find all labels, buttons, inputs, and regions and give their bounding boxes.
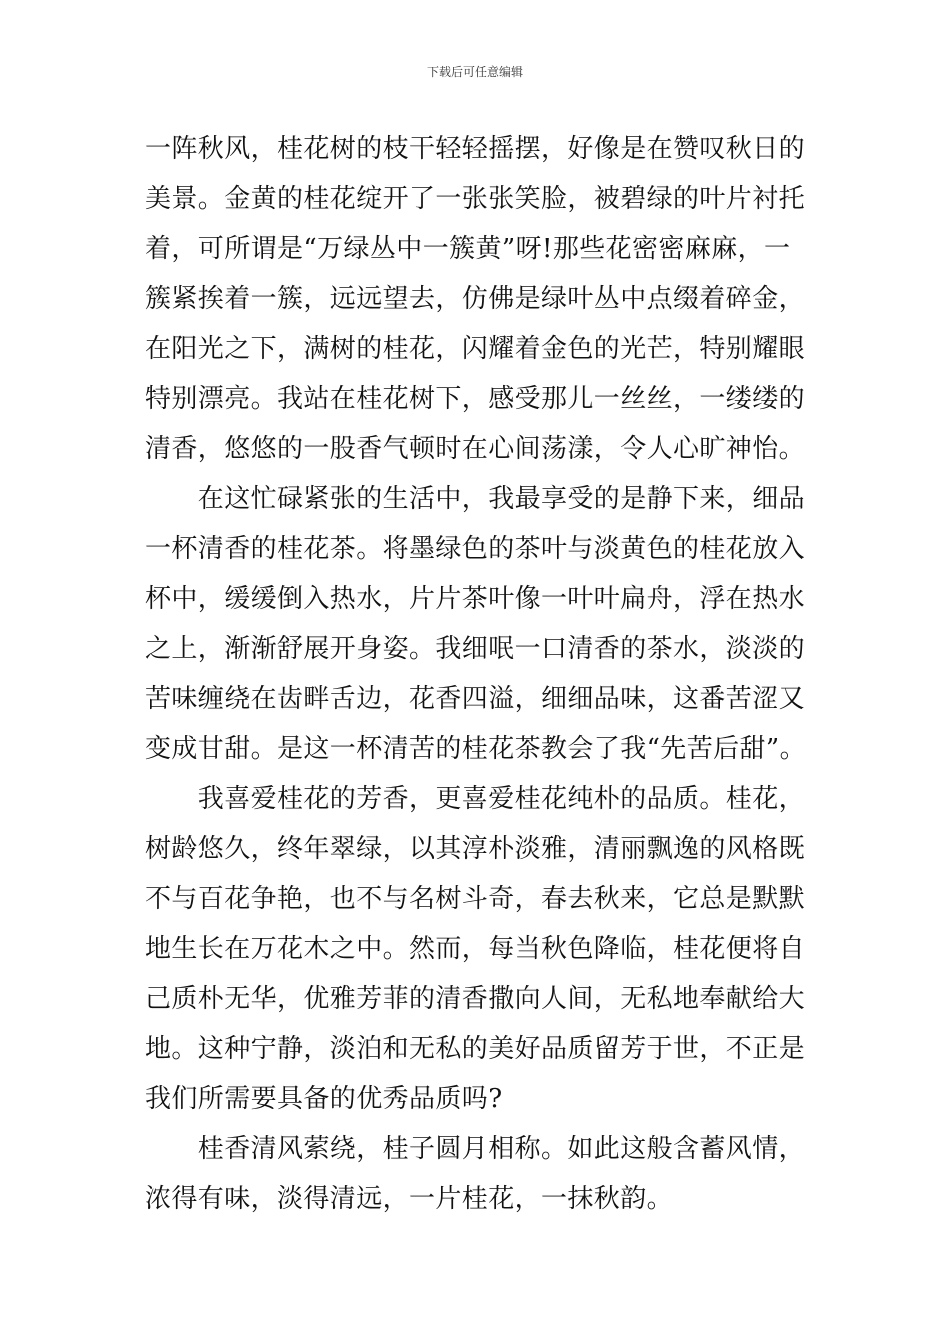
text-line: 己质朴无华，优雅芳菲的清香撒向人间，无私地奉献给大: [145, 984, 806, 1014]
text-line: 桂香清风萦绕，桂子圆月相称。如此这般含蓄风情，: [145, 1134, 806, 1164]
text-line: 不与百花争艳，也不与名树斗奇，春去秋来，它总是默默: [145, 884, 806, 914]
text-line: 清香，悠悠的一股香气顿时在心间荡漾，令人心旷神怡。: [145, 434, 806, 464]
text-line: 特别漂亮。我站在桂花树下，感受那儿一丝丝，一缕缕的: [145, 384, 806, 414]
paragraph-4: [145, 1124, 805, 1224]
text-line: 杯中，缓缓倒入热水，片片茶叶像一叶叶扁舟，浮在热水: [145, 584, 806, 614]
text-line: 我们所需要具备的优秀品质吗?: [145, 1084, 503, 1114]
paragraph-1: [145, 124, 805, 474]
text-line: 美景。金黄的桂花绽开了一张张笑脸，被碧绿的叶片衬托: [145, 184, 806, 214]
text-line: 地。这种宁静，淡泊和无私的美好品质留芳于世，不正是: [145, 1034, 806, 1064]
text-line: 着，可所谓是“万绿丛中一簇黄”呀!那些花密密麻麻，一: [145, 234, 791, 264]
text-line: 在阳光之下，满树的桂花，闪耀着金色的光芒，特别耀眼: [145, 334, 806, 364]
text-line: 树龄悠久，终年翠绿，以其淳朴淡雅，清丽飘逸的风格既: [145, 834, 806, 864]
text-line: 簇紧挨着一簇，远远望去，仿佛是绿叶丛中点缀着碎金，: [145, 284, 806, 314]
text-line: 一杯清香的桂花茶。将墨绿色的茶叶与淡黄色的桂花放入: [145, 534, 806, 564]
text-line: 我喜爱桂花的芳香，更喜爱桂花纯朴的品质。桂花，: [145, 784, 806, 814]
paragraph-2: [145, 474, 805, 774]
page-header-note: 下载后可任意编辑: [426, 65, 523, 79]
document-body: [145, 124, 805, 1224]
text-line: 变成甘甜。是这一杯清苦的桂花茶教会了我“先苦后甜”。: [145, 734, 806, 764]
text-line: 在这忙碌紧张的生活中，我最享受的是静下来，细品: [145, 484, 806, 514]
paragraph-3: [145, 774, 805, 1124]
text-line: 浓得有味，淡得清远，一片桂花，一抹秋韵。: [145, 1184, 674, 1214]
text-line: 一阵秋风，桂花树的枝干轻轻摇摆，好像是在赞叹秋日的: [145, 134, 806, 164]
text-line: 地生长在万花木之中。然而，每当秋色降临，桂花便将自: [145, 934, 806, 964]
text-line: 之上，渐渐舒展开身姿。我细呡一口清香的茶水，淡淡的: [145, 634, 806, 664]
text-line: 苦味缠绕在齿畔舌边，花香四溢，细细品味，这番苦涩又: [145, 684, 806, 714]
